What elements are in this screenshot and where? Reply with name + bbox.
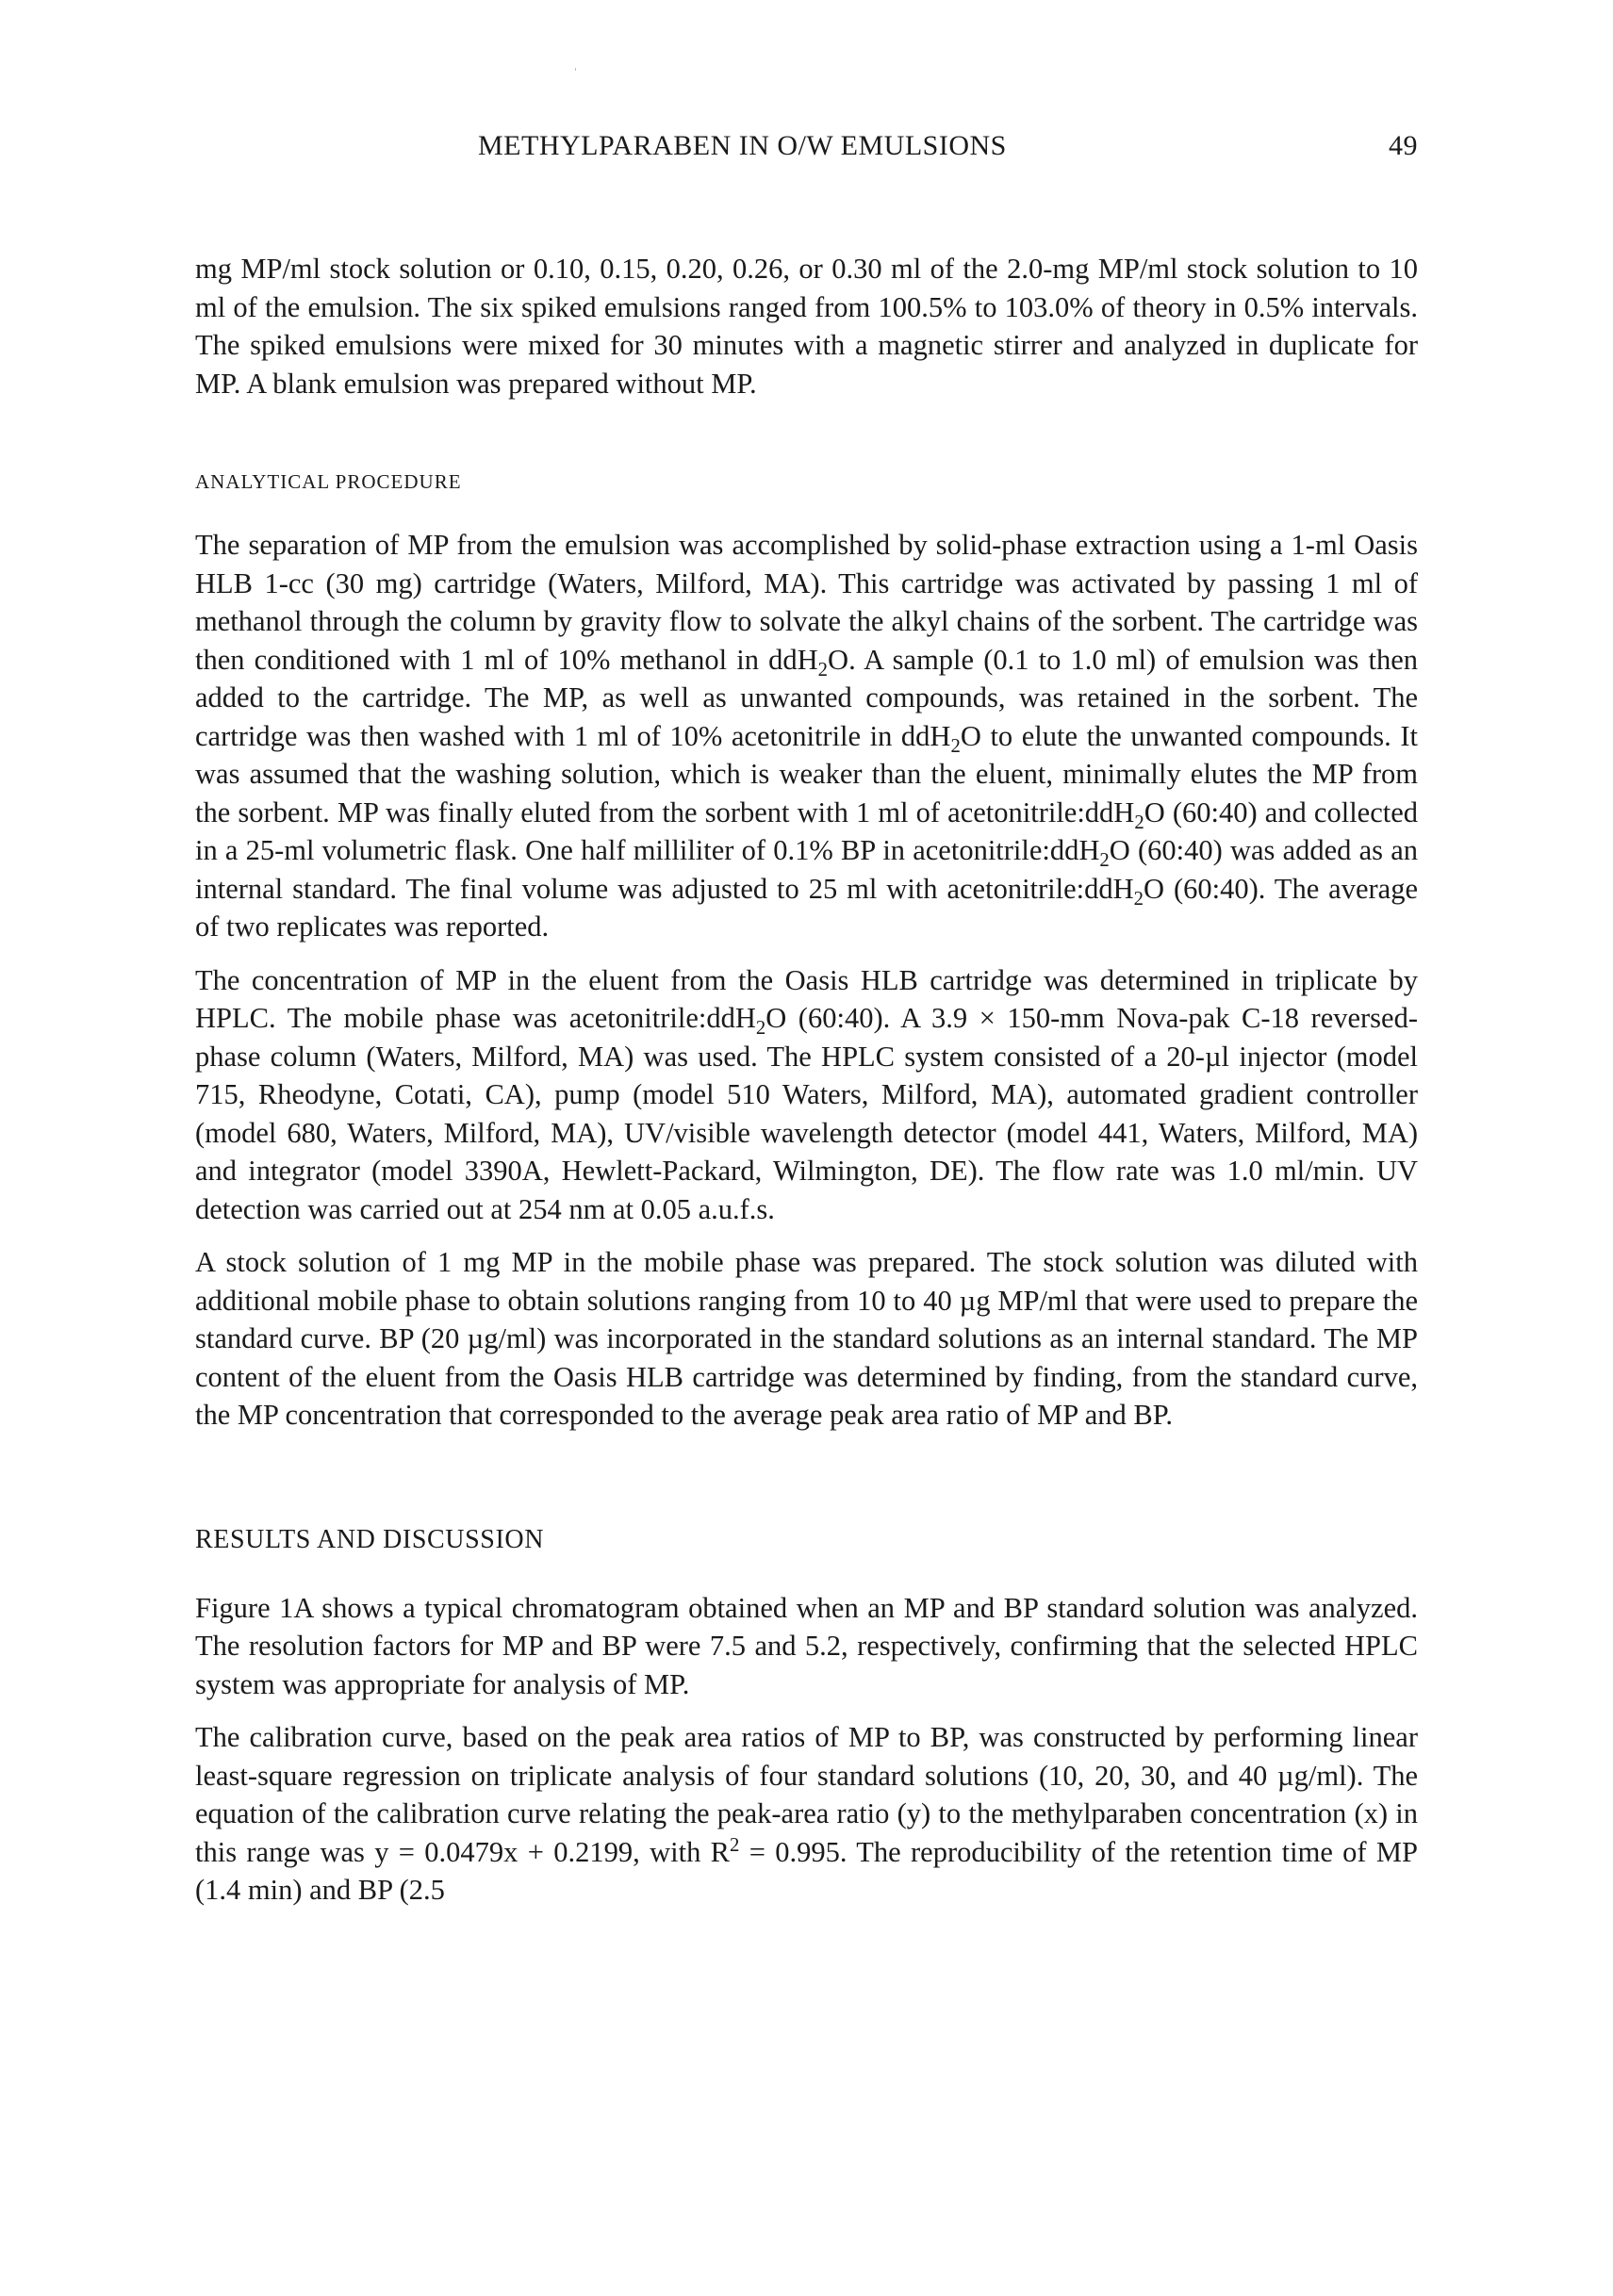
running-title: METHYLPARABEN IN O/W EMULSIONS [478, 130, 1007, 161]
analytical-procedure-heading: ANALYTICAL PROCEDURE [195, 470, 462, 493]
page-body [195, 113, 1418, 1910]
page-number: 49 [1389, 130, 1418, 161]
analytical-paragraph-3: A stock solution of 1 mg MP in the mobile phase was prepared. The stock solution was diluted with additional mobile phase to obtain solutions ranging from 10 to 40 µg MP/ml that were used to prepare the standard curve. BP (20 µg/ml) was incorporated in the standard solutions as an internal standard. The MP content of the eluent from the Oasis HLB cartridge was determined by finding, from the standard curve, the MP concentration that corresponded to the average peak area ratio of MP and BP. [195, 1246, 1418, 1431]
scan-speck [575, 68, 576, 71]
results-discussion-heading: RESULTS AND DISCUSSION [195, 1524, 545, 1554]
results-paragraph-2: The calibration curve, based on the peak area ratios of MP to BP, was constructed by performing linear least-square regression on triplicate analysis of four standard solutions (10, 20, 30, and 40 µg/ml). The equation of the calibration curve relating the peak-area ratio (y) to the methylparaben concentration (x) in this range was y = 0.0479x + 0.2199, with $R^2 = 0.995$. The reproducibility of the retention time of MP (1.4 min) and BP (2.5 [195, 1721, 1418, 1906]
running-header [195, 113, 1418, 170]
analytical-paragraph-1: The separation of MP from the emulsion was accomplished by solid-phase extraction using a 1-ml Oasis HLB 1-cc (30 mg) cartridge (Waters, Milford, MA). This cartridge was activated by passing 1 ml of methanol through the column by gravity flow to solvate the alkyl chains of the sorbent. The cartridge was then conditioned with 1 ml of 10% methanol in ddH$_2$O. A sample (0.1 to 1.0 ml) of emulsion was then added to the cartridge. The MP, as well as unwanted compounds, was retained in the sorbent. The cartridge was then washed with 1 ml of 10% acetonitrile in ddH$_2$O to elute the unwanted compounds. It was assumed that the washing solution, which is weaker than the eluent, minimally elutes the MP from the sorbent. MP was finally eluted from the sorbent with 1 ml of acetonitrile:ddH$_2$O (60:40) and collected in a 25-ml volumetric flask. One half milliliter of 0.1% BP in acetonitrile:ddH$_2$O (60:40) was added as an internal standard. The final volume was adjusted to 25 ml with acetonitrile:ddH$_2$O (60:40). The average of two replicates was reported. [195, 529, 1419, 943]
results-paragraph-1: Figure 1A shows a typical chromatogram obtained when an MP and BP standard solution was analyzed. The resolution factors for MP and BP were 7.5 and 5.2, respectively, confirming that the selected HPLC system was appropriate for analysis of MP. [195, 1591, 1418, 1700]
analytical-paragraph-2: The concentration of MP in the eluent from the Oasis HLB cartridge was determined in triplicate by HPLC. The mobile phase was acetonitrile:ddH$_2$O (60:40). A 3.9 × 150-mm Nova-pak C-18 reversed-phase column (Waters, Milford, MA) was used. The HPLC system consisted of a 20-µl injector (model 715, Rheodyne, Cotati, CA), pump (model 510 Waters, Milford, MA), automated gradient controller (model 680, Waters, Milford, MA), UV/visible wavelength detector (model 441, Waters, Milford, MA) and integrator (model 3390A, Hewlett-Packard, Wilmington, DE). The flow rate was 1.0 ml/min. UV detection was carried out at 254 nm at 0.05 a.u.f.s. [195, 963, 1418, 1225]
intro-paragraph: mg MP/ml stock solution or 0.10, 0.15, 0.20, 0.26, or 0.30 ml of the 2.0-mg MP/ml stock solution to 10 ml of the emulsion. The six spiked emulsions ranged from 100.5% to 103.0% of theory in 0.5% intervals. The spiked emulsions were mixed for 30 minutes with a magnetic stirrer and analyzed in duplicate for MP. A blank emulsion was prepared without MP. [195, 253, 1418, 400]
